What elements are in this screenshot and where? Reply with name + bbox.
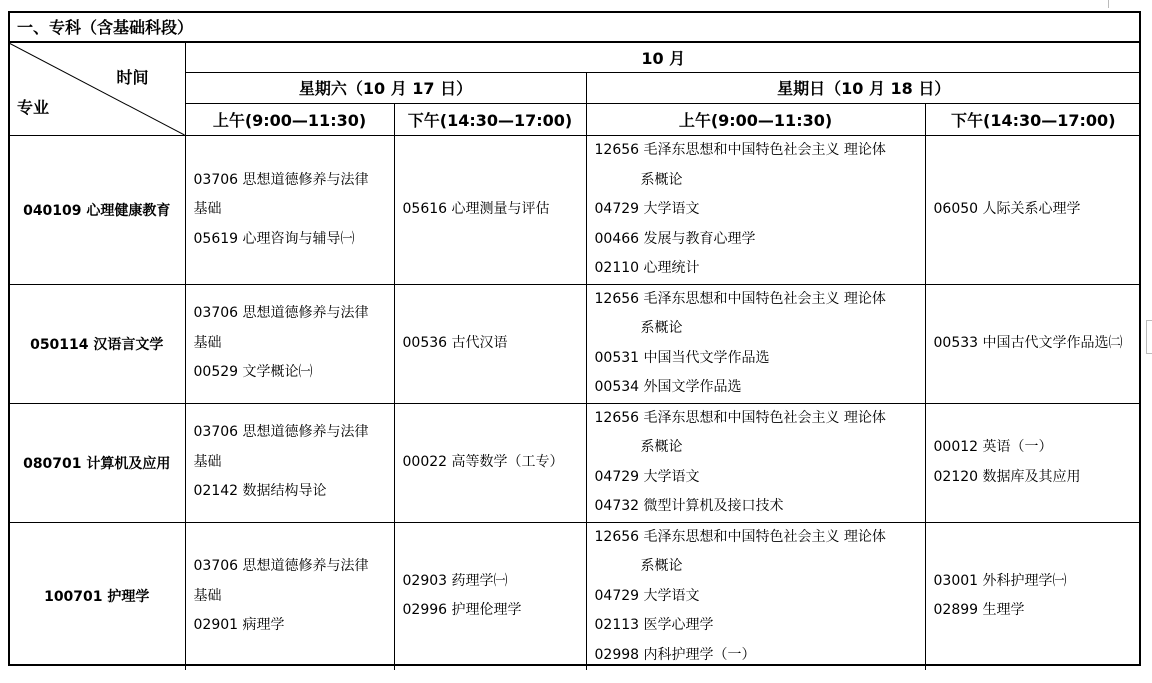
major-name: 100701 护理学 xyxy=(9,522,185,670)
sun-pm-cell xyxy=(925,284,1141,403)
sat-am-cell xyxy=(185,403,394,522)
course-line: 05616 心理测量与评估 xyxy=(402,201,550,217)
sun-am-cell xyxy=(586,522,925,670)
sun-am-cell xyxy=(586,136,925,285)
course-line: 04729 大学语文 xyxy=(594,587,700,604)
table-row xyxy=(9,284,1141,403)
course-line: 系概论 xyxy=(640,558,683,574)
major-name: 040109 心理健康教育 xyxy=(9,136,185,285)
course-line: 03706 思想道德修养与法律 xyxy=(193,171,369,188)
course-line: 12656 毛泽东思想和中国特色社会主义 理论体 xyxy=(594,528,886,545)
course-line: 基础 xyxy=(193,453,222,470)
month-header: 10 月 xyxy=(185,43,1141,73)
course-line: 12656 毛泽东思想和中国特色社会主义 理论体 xyxy=(594,409,886,426)
course-line: 02901 病理学 xyxy=(193,617,285,633)
course-line: 03706 思想道德修养与法律 xyxy=(193,558,369,574)
day-header-saturday: 星期六（10 月 17 日） xyxy=(185,73,586,103)
corner-major-label: 专业 xyxy=(17,98,50,117)
corner-header xyxy=(9,43,185,136)
course-line: 04732 微型计算机及接口技术 xyxy=(594,498,784,514)
sun-pm-cell xyxy=(925,136,1141,285)
course-line: 03706 思想道德修养与法律 xyxy=(193,424,369,441)
course-line: 00529 文学概论㈠ xyxy=(193,364,313,381)
sat-am-cell xyxy=(185,136,394,285)
course-line: 02998 内科护理学（一） xyxy=(594,646,756,663)
course-line: 05619 心理咨询与辅导㈠ xyxy=(193,230,355,247)
table-row xyxy=(9,403,1141,522)
sat-am-cell xyxy=(185,284,394,403)
scroll-handle[interactable] xyxy=(1146,320,1152,354)
major-name: 050114 汉语言文学 xyxy=(9,284,185,403)
slot-header-sat-am: 上午(9:00—11:30) xyxy=(185,103,394,135)
major-name: 080701 计算机及应用 xyxy=(9,403,185,522)
course-line: 基础 xyxy=(193,587,222,604)
course-line: 02142 数据结构导论 xyxy=(193,483,327,500)
sun-pm-cell xyxy=(925,522,1141,670)
course-line: 02110 心理统计 xyxy=(594,260,700,276)
sun-pm-cell xyxy=(925,403,1141,522)
course-line: 02120 数据库及其应用 xyxy=(933,468,1081,485)
course-line: 00536 古代汉语 xyxy=(402,334,508,351)
course-line: 04729 大学语文 xyxy=(594,201,700,217)
course-line: 00022 高等数学（工专） xyxy=(402,453,564,470)
exam-schedule-table xyxy=(9,42,1141,670)
table-row xyxy=(9,522,1141,670)
course-line: 12656 毛泽东思想和中国特色社会主义 理论体 xyxy=(594,290,886,307)
corner-time-label: 时间 xyxy=(116,68,149,87)
table-row xyxy=(9,136,1141,285)
course-line: 02903 药理学㈠ xyxy=(402,572,508,589)
course-line: 03001 外科护理学㈠ xyxy=(933,572,1067,589)
course-line: 04729 大学语文 xyxy=(594,468,700,485)
day-header-sunday: 星期日（10 月 18 日） xyxy=(586,73,1141,103)
course-line: 03706 思想道德修养与法律 xyxy=(193,305,369,322)
course-line: 00534 外国文学作品选 xyxy=(594,379,742,395)
course-line: 06050 人际关系心理学 xyxy=(933,201,1081,217)
page-edge-mark xyxy=(1108,0,1109,8)
sat-pm-cell xyxy=(394,136,586,285)
course-line: 00531 中国当代文学作品选 xyxy=(594,349,770,366)
course-line: 12656 毛泽东思想和中国特色社会主义 理论体 xyxy=(594,142,886,158)
course-line: 00533 中国古代文学作品选㈡ xyxy=(933,334,1123,351)
course-line: 02113 医学心理学 xyxy=(594,617,714,633)
course-line: 02899 生理学 xyxy=(933,602,1025,619)
course-line: 系概论 xyxy=(640,320,683,336)
course-line: 系概论 xyxy=(640,171,683,188)
slot-header-sun-pm: 下午(14:30—17:00) xyxy=(925,103,1141,135)
sat-pm-cell xyxy=(394,403,586,522)
sun-am-cell xyxy=(586,403,925,522)
course-line: 00466 发展与教育心理学 xyxy=(594,230,756,247)
course-line: 系概论 xyxy=(640,439,683,455)
sat-pm-cell xyxy=(394,522,586,670)
sat-pm-cell xyxy=(394,284,586,403)
course-line: 02996 护理伦理学 xyxy=(402,602,522,619)
section-title: 一、专科（含基础科段） xyxy=(9,13,1140,42)
course-line: 00012 英语（一） xyxy=(933,439,1053,455)
slot-header-sat-pm: 下午(14:30—17:00) xyxy=(394,103,586,135)
corner-diagonal xyxy=(9,43,185,135)
slot-header-sun-am: 上午(9:00—11:30) xyxy=(586,103,925,135)
course-line: 基础 xyxy=(193,201,222,217)
course-line: 基础 xyxy=(193,334,222,351)
sun-am-cell xyxy=(586,284,925,403)
sat-am-cell xyxy=(185,522,394,670)
